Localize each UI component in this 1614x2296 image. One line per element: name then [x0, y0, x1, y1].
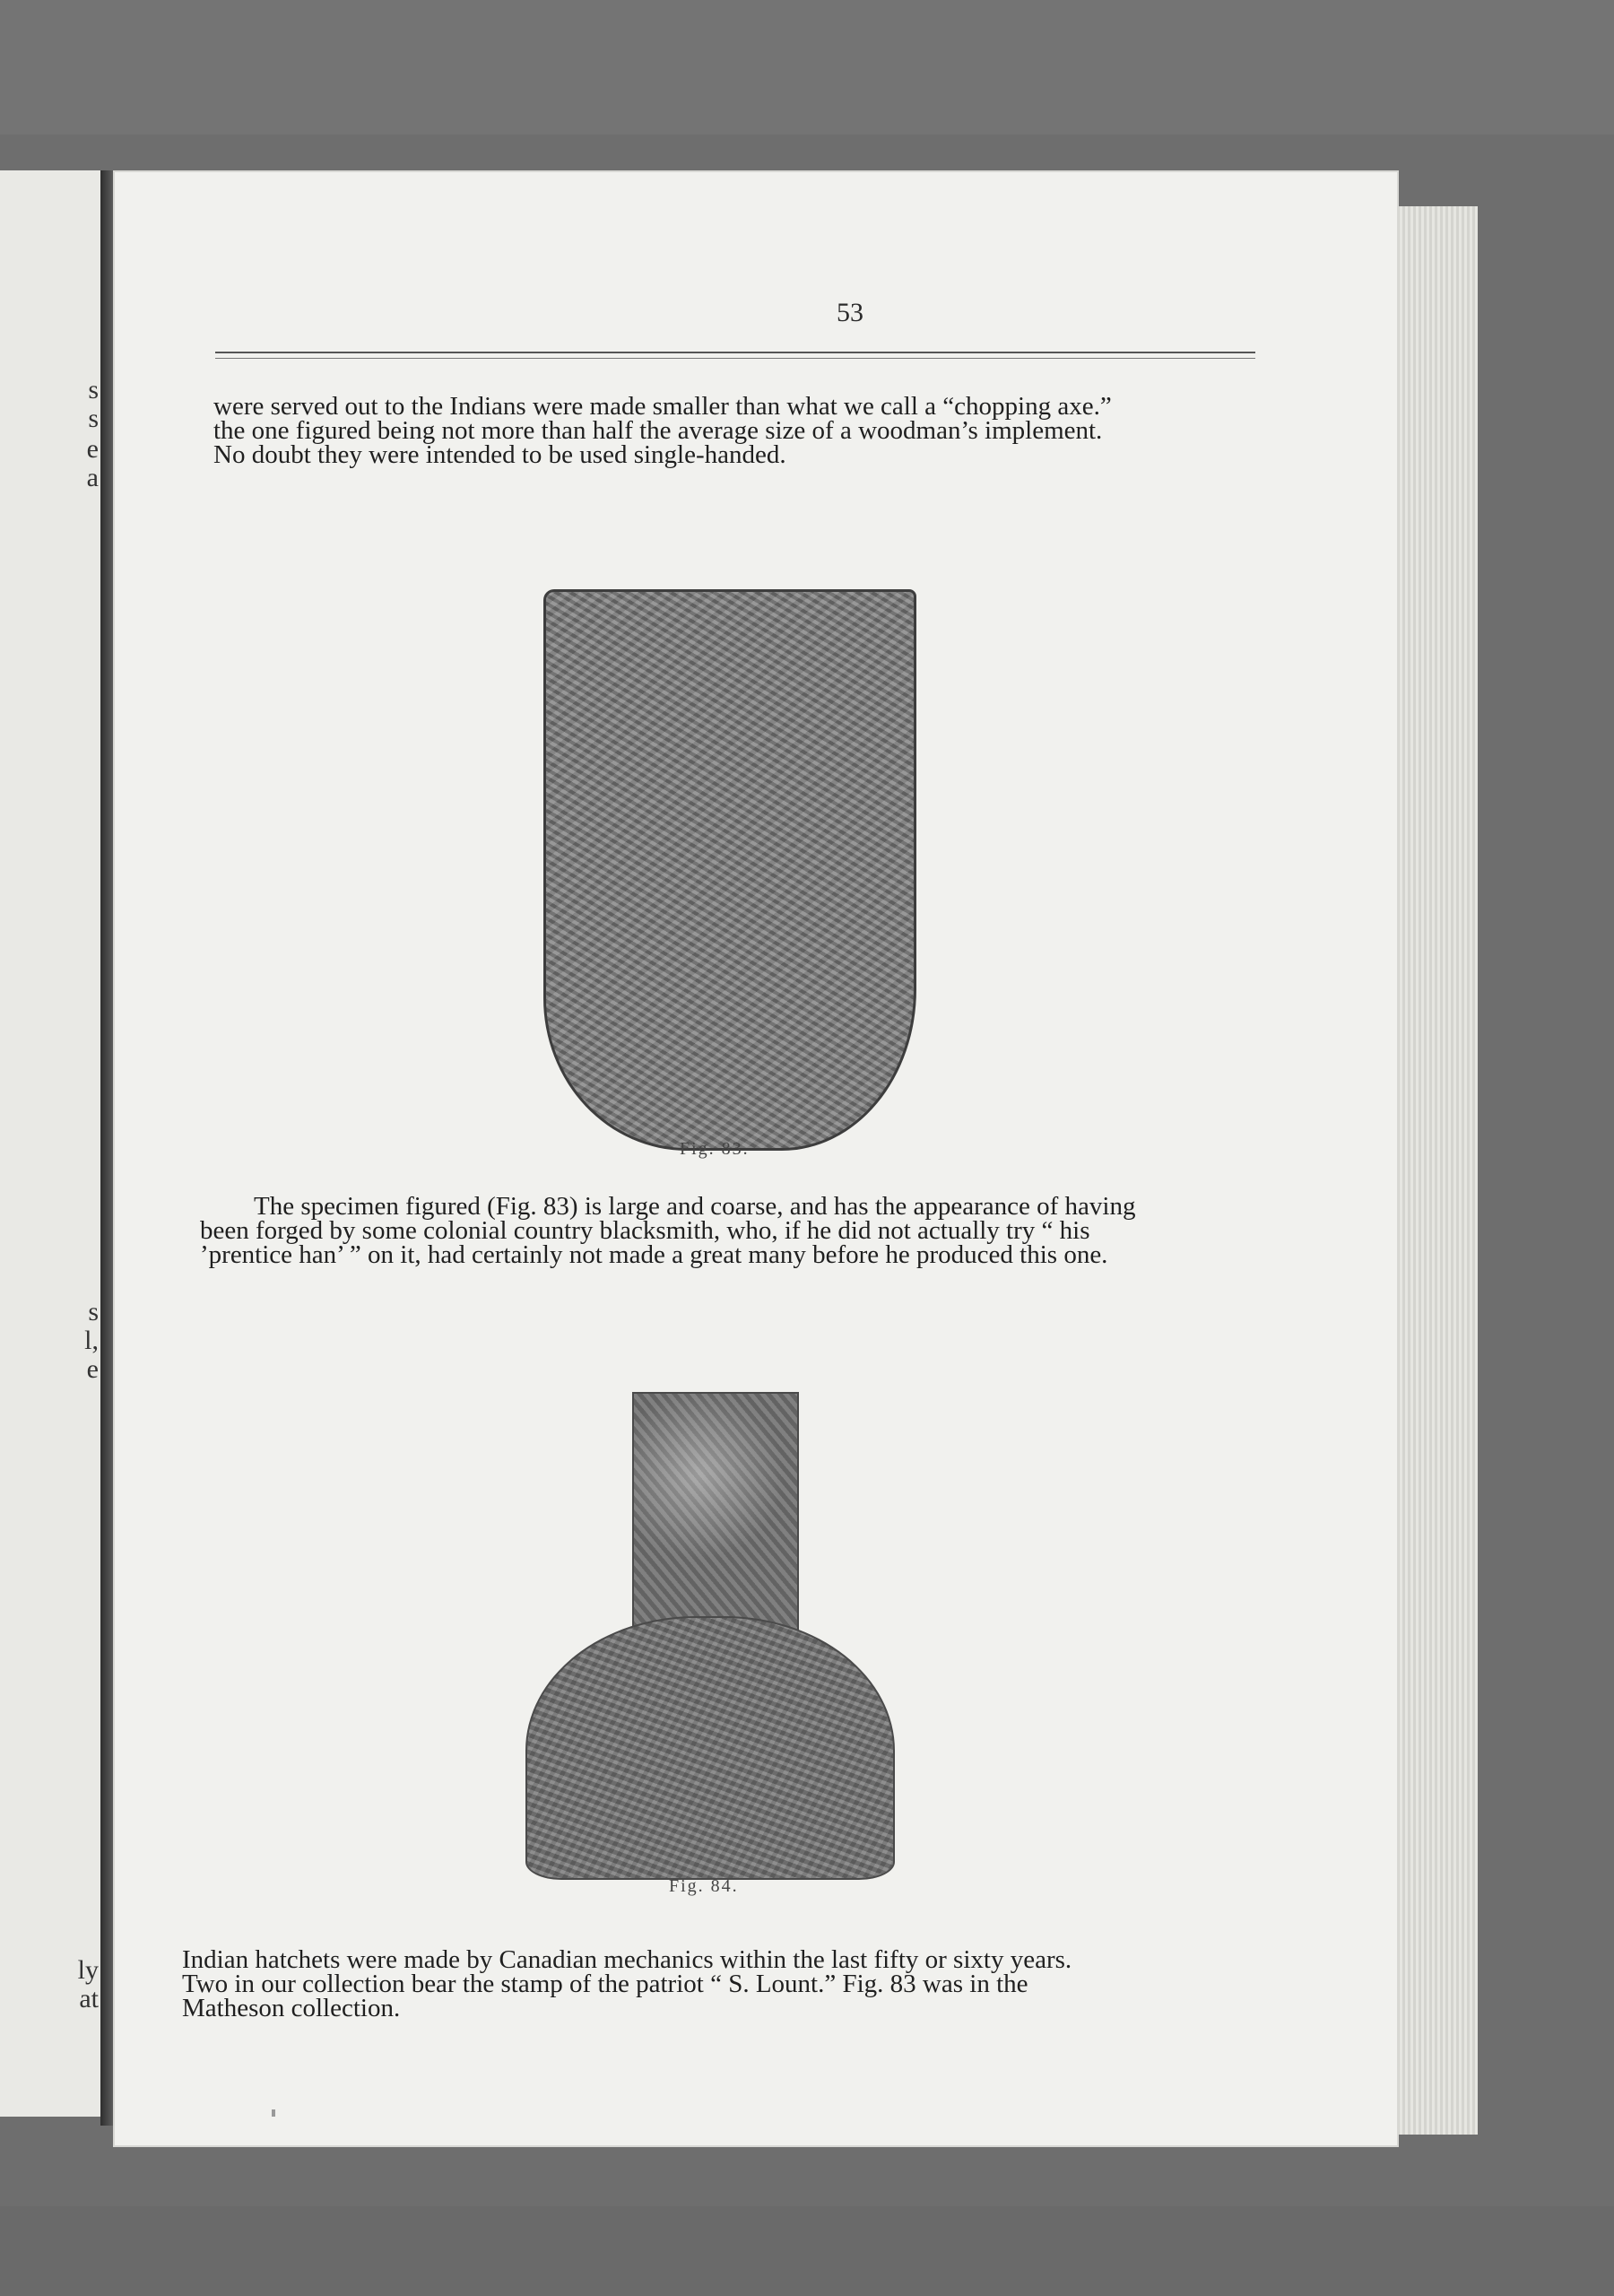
figure-84-hatchet-blade — [525, 1616, 895, 1880]
left-page-edge — [0, 170, 111, 2117]
left-page-fragment: s — [88, 404, 99, 433]
header-rule-thin — [215, 358, 1255, 359]
paragraph-2 — [200, 1192, 1249, 1269]
text-line: The specimen figured (Fig. 83) is large and coarse, and has the appearance of having — [254, 1192, 1136, 1221]
figure-83-caption: Fig. 83. — [680, 1139, 750, 1159]
left-page-fragment: ly — [77, 1955, 99, 1985]
left-page-fragment: e — [86, 434, 99, 464]
paragraph-3 — [182, 1945, 1231, 2022]
left-page-fragment: s — [88, 375, 99, 404]
text-line: No doubt they were intended to be used single-handed. — [213, 440, 786, 469]
figure-83-axe-illustration — [543, 589, 916, 1151]
text-line: ’prentice han’ ” on it, had certainly not made a great many before he produced this one. — [200, 1240, 1108, 1269]
page-stack-edge — [1395, 206, 1478, 2135]
left-page-fragment: s — [88, 1297, 99, 1326]
text-line: been forged by some colonial country blacksmith, who, if he did not actually try “ his — [200, 1216, 1090, 1245]
text-line: were served out to the Indians were made smaller than what we call a “chopping axe.” — [213, 392, 1112, 421]
scan-backdrop-top — [0, 0, 1614, 135]
text-line: Matheson collection. — [182, 1994, 401, 2022]
page-number: 53 — [837, 298, 863, 327]
left-page-fragment: a — [86, 463, 99, 492]
figure-84-caption: Fig. 84. — [669, 1876, 739, 1896]
text-line: the one figured being not more than half the average size of a woodman’s implement. — [213, 416, 1103, 445]
header-rule — [215, 352, 1255, 353]
left-page-fragment: l, — [84, 1326, 99, 1355]
paragraph-1 — [213, 392, 1263, 469]
scan-speck — [272, 2109, 275, 2117]
book-page — [115, 172, 1397, 2145]
left-page-fragment: at — [79, 1984, 99, 2013]
text-line: Indian hatchets were made by Canadian mechanics within the last fifty or sixty years. — [182, 1945, 1072, 1974]
left-page-fragment: e — [86, 1354, 99, 1384]
scan-backdrop-bottom — [0, 2206, 1614, 2296]
text-line: Two in our collection bear the stamp of the patriot “ S. Lount.” Fig. 83 was in the — [182, 1970, 1028, 1998]
